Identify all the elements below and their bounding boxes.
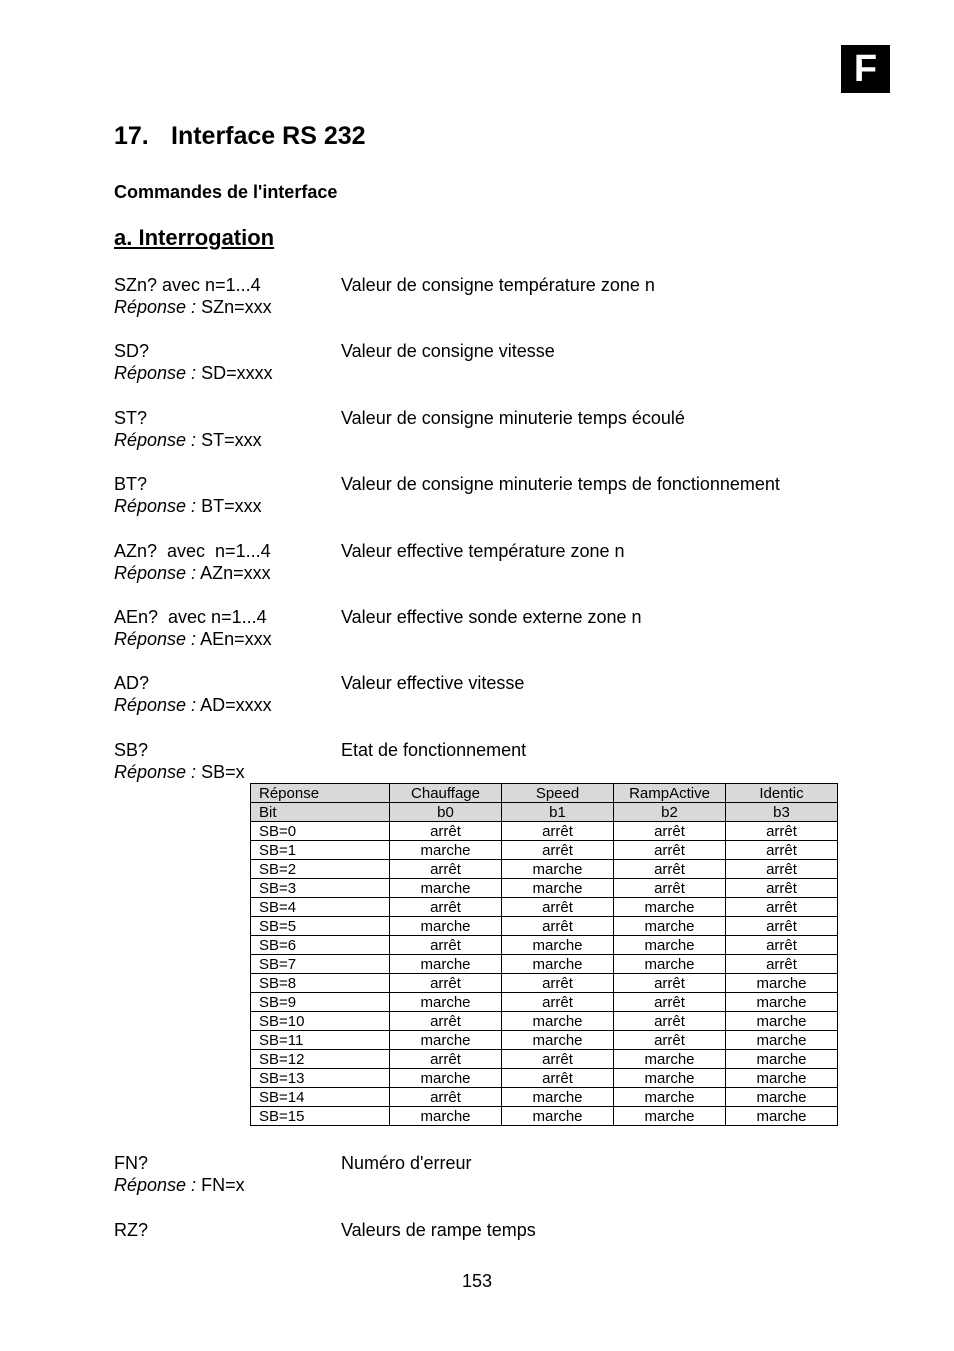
table-cell: arrêt bbox=[502, 1050, 614, 1069]
chapter-title bbox=[114, 122, 366, 151]
table-cell: b1 bbox=[502, 803, 614, 822]
response-label: Réponse : bbox=[114, 496, 197, 516]
table-cell: arrêt bbox=[726, 822, 838, 841]
command-code: RZ? bbox=[114, 1220, 149, 1240]
chapter-number: 17. bbox=[114, 122, 149, 150]
table-row-label: SB=3 bbox=[251, 879, 390, 898]
subtitle: Commandes de l'interface bbox=[114, 182, 338, 202]
command-description: Valeur de consigne minuterie temps écoulé bbox=[341, 408, 685, 428]
command-description: Valeurs de rampe temps bbox=[341, 1220, 536, 1240]
table-row-label: SB=2 bbox=[251, 860, 390, 879]
table-cell: marche bbox=[390, 955, 502, 974]
table-row-label: SB=4 bbox=[251, 898, 390, 917]
table-row-label: SB=5 bbox=[251, 917, 390, 936]
table-cell: arrêt bbox=[614, 860, 726, 879]
table-cell: marche bbox=[502, 879, 614, 898]
table-cell: arrêt bbox=[390, 1012, 502, 1031]
response-value: ST=xxx bbox=[201, 430, 262, 450]
table-cell: marche bbox=[726, 1050, 838, 1069]
response-label: Réponse : bbox=[114, 563, 197, 583]
table-row bbox=[251, 1107, 838, 1126]
command-code: SD? bbox=[114, 341, 150, 361]
command-response bbox=[114, 296, 272, 318]
table-cell: marche bbox=[502, 1088, 614, 1107]
response-label: Réponse : bbox=[114, 629, 197, 649]
command-code: AEn? avec n=1...4 bbox=[114, 607, 267, 627]
command-response bbox=[114, 562, 271, 584]
command-description: Valeur de consigne minuterie temps de fonctionnement bbox=[341, 474, 780, 494]
response-label: Réponse : bbox=[114, 297, 197, 317]
table-cell: arrêt bbox=[502, 974, 614, 993]
table-cell: marche bbox=[502, 936, 614, 955]
response-value: FN=x bbox=[201, 1175, 245, 1195]
table-cell: b0 bbox=[390, 803, 502, 822]
table-cell: arrêt bbox=[502, 898, 614, 917]
table-cell: marche bbox=[390, 917, 502, 936]
table-cell: arrêt bbox=[726, 898, 838, 917]
table-row bbox=[251, 1050, 838, 1069]
table-cell: arrêt bbox=[390, 860, 502, 879]
page-number: 153 bbox=[461, 1271, 493, 1291]
response-label: Réponse : bbox=[114, 1175, 197, 1195]
command-description: Valeur de consigne vitesse bbox=[341, 341, 555, 361]
table-cell: arrêt bbox=[390, 898, 502, 917]
table-row bbox=[251, 936, 838, 955]
command-code: SZn? avec n=1...4 bbox=[114, 275, 261, 295]
table-cell: marche bbox=[390, 1069, 502, 1088]
table-cell: arrêt bbox=[502, 993, 614, 1012]
table-cell: marche bbox=[726, 974, 838, 993]
table-row-label: Réponse bbox=[251, 784, 390, 803]
response-value: BT=xxx bbox=[201, 496, 262, 516]
table-cell: marche bbox=[614, 917, 726, 936]
table-cell: marche bbox=[390, 1031, 502, 1050]
table-cell: marche bbox=[614, 1069, 726, 1088]
table-row-label: SB=12 bbox=[251, 1050, 390, 1069]
table-cell: b3 bbox=[726, 803, 838, 822]
table-cell: marche bbox=[502, 860, 614, 879]
table-cell: arrêt bbox=[614, 841, 726, 860]
table-cell: marche bbox=[502, 955, 614, 974]
table-cell: arrêt bbox=[390, 936, 502, 955]
response-value: AEn=xxx bbox=[200, 629, 272, 649]
command-description: Valeur effective vitesse bbox=[341, 673, 525, 693]
table-cell: arrêt bbox=[390, 822, 502, 841]
table-cell: arrêt bbox=[614, 1031, 726, 1050]
table-cell: marche bbox=[614, 1050, 726, 1069]
table-cell: arrêt bbox=[614, 879, 726, 898]
section-heading: a. Interrogation bbox=[114, 225, 275, 250]
table-row bbox=[251, 993, 838, 1012]
table-bit-row bbox=[251, 803, 838, 822]
table-cell: RampActive bbox=[614, 784, 726, 803]
command-description: Etat de fonctionnement bbox=[341, 740, 527, 760]
chapter-title-text: Interface RS 232 bbox=[171, 122, 366, 150]
table-cell: marche bbox=[502, 1012, 614, 1031]
response-label: Réponse : bbox=[114, 430, 197, 450]
table-row bbox=[251, 974, 838, 993]
table-row-label: SB=15 bbox=[251, 1107, 390, 1126]
table-cell: arrêt bbox=[614, 974, 726, 993]
response-value: AD=xxxx bbox=[200, 695, 272, 715]
table-row bbox=[251, 1069, 838, 1088]
table-cell: marche bbox=[390, 879, 502, 898]
command-response bbox=[114, 1174, 245, 1196]
table-cell: marche bbox=[390, 841, 502, 860]
command-response bbox=[114, 362, 273, 384]
table-cell: marche bbox=[726, 1031, 838, 1050]
table-cell: marche bbox=[726, 1088, 838, 1107]
table-cell: arrêt bbox=[726, 860, 838, 879]
command-description: Valeur effective sonde externe zone n bbox=[341, 607, 642, 627]
table-row-label: SB=14 bbox=[251, 1088, 390, 1107]
table-cell: marche bbox=[726, 993, 838, 1012]
table-cell: marche bbox=[390, 993, 502, 1012]
table-cell: arrêt bbox=[502, 1069, 614, 1088]
table-cell: arrêt bbox=[614, 993, 726, 1012]
command-description: Valeur effective température zone n bbox=[341, 541, 625, 561]
response-value: SD=xxxx bbox=[201, 363, 273, 383]
command-response bbox=[114, 628, 272, 650]
response-value: AZn=xxx bbox=[200, 563, 271, 583]
table-cell: arrêt bbox=[726, 879, 838, 898]
table-row-label: Bit bbox=[251, 803, 390, 822]
table-cell: Speed bbox=[502, 784, 614, 803]
table-row-label: SB=11 bbox=[251, 1031, 390, 1050]
command-code: AZn? avec n=1...4 bbox=[114, 541, 271, 561]
table-row-label: SB=0 bbox=[251, 822, 390, 841]
table-cell: arrêt bbox=[726, 841, 838, 860]
table-cell: marche bbox=[502, 1107, 614, 1126]
command-response bbox=[114, 761, 245, 783]
table-cell: arrêt bbox=[390, 1050, 502, 1069]
command-code: SB? bbox=[114, 740, 149, 760]
table-row-label: SB=7 bbox=[251, 955, 390, 974]
table-cell: arrêt bbox=[726, 955, 838, 974]
response-label: Réponse : bbox=[114, 762, 197, 782]
table-cell: b2 bbox=[614, 803, 726, 822]
table-row bbox=[251, 955, 838, 974]
table-header-row bbox=[251, 784, 838, 803]
table-cell: marche bbox=[614, 955, 726, 974]
table-row bbox=[251, 841, 838, 860]
table-row-label: SB=9 bbox=[251, 993, 390, 1012]
table-cell: arrêt bbox=[502, 841, 614, 860]
table-cell: arrêt bbox=[726, 936, 838, 955]
table-row bbox=[251, 917, 838, 936]
table-row-label: SB=1 bbox=[251, 841, 390, 860]
command-description: Numéro d'erreur bbox=[341, 1153, 472, 1173]
table-cell: marche bbox=[390, 1107, 502, 1126]
command-code: AD? bbox=[114, 673, 150, 693]
table-cell: marche bbox=[614, 1107, 726, 1126]
table-cell: Identic bbox=[726, 784, 838, 803]
table-row-label: SB=6 bbox=[251, 936, 390, 955]
table-cell: marche bbox=[726, 1012, 838, 1031]
command-code: BT? bbox=[114, 474, 148, 494]
table-row bbox=[251, 898, 838, 917]
table-row-label: SB=13 bbox=[251, 1069, 390, 1088]
response-value: SB=x bbox=[201, 762, 245, 782]
table-cell: arrêt bbox=[614, 1012, 726, 1031]
table-row-label: SB=10 bbox=[251, 1012, 390, 1031]
command-response bbox=[114, 429, 262, 451]
table-row-label: SB=8 bbox=[251, 974, 390, 993]
table-cell: marche bbox=[614, 936, 726, 955]
table-cell: Chauffage bbox=[390, 784, 502, 803]
response-label: Réponse : bbox=[114, 695, 197, 715]
command-code: ST? bbox=[114, 408, 148, 428]
table-cell: marche bbox=[614, 1088, 726, 1107]
table-row bbox=[251, 1088, 838, 1107]
table-cell: arrêt bbox=[614, 822, 726, 841]
table-cell: arrêt bbox=[726, 917, 838, 936]
table-cell: marche bbox=[726, 1107, 838, 1126]
language-badge: F bbox=[841, 45, 890, 93]
table-cell: arrêt bbox=[390, 974, 502, 993]
table-cell: arrêt bbox=[502, 822, 614, 841]
table-row bbox=[251, 822, 838, 841]
command-response bbox=[114, 495, 262, 517]
table-row bbox=[251, 879, 838, 898]
sb-status-table bbox=[250, 783, 838, 1126]
table-cell: arrêt bbox=[502, 917, 614, 936]
command-description: Valeur de consigne température zone n bbox=[341, 275, 655, 295]
response-label: Réponse : bbox=[114, 363, 197, 383]
table-row bbox=[251, 1031, 838, 1050]
table-cell: arrêt bbox=[390, 1088, 502, 1107]
response-value: SZn=xxx bbox=[201, 297, 272, 317]
command-response bbox=[114, 694, 272, 716]
table-row bbox=[251, 860, 838, 879]
table-cell: marche bbox=[614, 898, 726, 917]
table-row bbox=[251, 1012, 838, 1031]
table-cell: marche bbox=[726, 1069, 838, 1088]
table-cell: marche bbox=[502, 1031, 614, 1050]
command-code: FN? bbox=[114, 1153, 149, 1173]
